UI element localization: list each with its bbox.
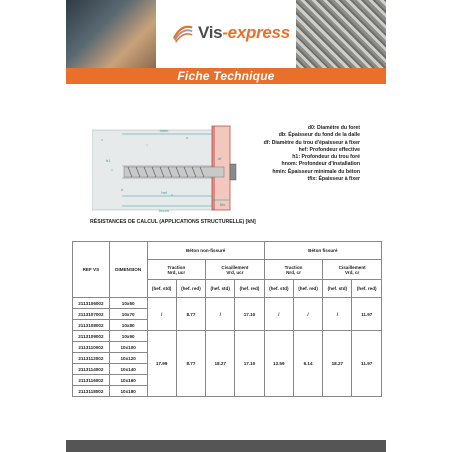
dimension-cell: 10x60 [109, 298, 147, 309]
value-cell: 18.27 [323, 331, 352, 397]
legend-item: df: Diamètre du trou d'épaisseur à fixer [263, 139, 360, 146]
label-hef: hef [161, 190, 167, 195]
label-df: df [218, 156, 222, 161]
page-title: Fiche Technique [66, 68, 386, 84]
value-cell: 12.59 [264, 331, 293, 397]
value-cell: / [206, 298, 235, 331]
legend-item: hmin: Épaisseur minimale du béton [272, 168, 360, 175]
header-hef-red: (hef. red) [176, 280, 205, 298]
anchor-installation-diagram [92, 120, 240, 216]
value-cell: 17.10 [235, 331, 264, 397]
header-beton-non-fissure: Béton non-fissuré [147, 242, 264, 260]
value-cell: / [293, 298, 322, 331]
value-cell: 8.77 [176, 298, 205, 331]
header-hef-std: (hef. std) [323, 280, 352, 298]
value-cell: 11.97 [352, 331, 382, 397]
ref-cell: 2113116002 [73, 375, 110, 386]
brand-name: Vis-express [198, 23, 290, 42]
dimension-cell: 10x90 [109, 331, 147, 342]
brand-logo [172, 22, 290, 44]
header-dimension: DIMENSION [109, 242, 147, 298]
header-hef-red: (hef. red) [293, 280, 322, 298]
logo-swoosh-icon [172, 22, 194, 44]
table-row [73, 331, 382, 342]
footer-bar [66, 440, 386, 452]
legend [240, 125, 360, 183]
header-hef-std: (hef. std) [147, 280, 176, 298]
ref-cell: 2113109002 [73, 331, 110, 342]
legend-item: d0: Diamètre du foret [307, 125, 360, 131]
header-traction-cr: Traction Nrd, cr [264, 260, 323, 280]
legend-item: hef: Profondeur effective [298, 146, 360, 153]
ref-cell: 2113114002 [73, 364, 110, 375]
header-traction-ucr: Traction Nrd, ucr [147, 260, 206, 280]
header-cisaillement-cr: Cisaillement Vrd, cr [323, 260, 382, 280]
table-row [73, 298, 382, 309]
label-hnom: hnom [158, 208, 170, 213]
dimension-cell: 10x100 [109, 342, 147, 353]
dimension-cell: 10x80 [109, 320, 147, 331]
resistance-table [72, 241, 382, 397]
legend-item: hnom: Profondeur d'installation [281, 161, 360, 168]
value-cell: / [323, 298, 352, 331]
header-hef-std: (hef. std) [206, 280, 235, 298]
dimension-cell: 10x70 [109, 309, 147, 320]
dimension-cell: 10x140 [109, 364, 147, 375]
label-tfix: tfix [220, 202, 226, 207]
ref-cell: 2113118002 [73, 386, 110, 397]
value-cell: 17.99 [147, 331, 176, 397]
dimension-cell: 10x120 [109, 353, 147, 364]
header-hef-red: (hef. red) [352, 280, 382, 298]
legend-item: h1: Profondeur du trou foré [292, 154, 360, 161]
ref-cell: 2113108002 [73, 320, 110, 331]
header-photo-screws [296, 0, 386, 68]
value-cell: 11.97 [352, 298, 382, 331]
legend-item: tfix: Épaisseur à fixer [307, 176, 360, 183]
dimension-cell: 10x160 [109, 375, 147, 386]
value-cell: / [147, 298, 176, 331]
header-hef-red: (hef. red) [235, 280, 264, 298]
value-cell: 8.77 [176, 331, 205, 397]
value-cell: 18.27 [206, 331, 235, 397]
value-cell: 6.14 [293, 331, 322, 397]
label-hmin: hmin [159, 128, 169, 133]
header-photo-hands-tools [66, 0, 156, 68]
calc-section-title: RÉSISTANCES DE CALCUL (APPLICATIONS STRUCTURELLE) [kN] [90, 219, 256, 225]
ref-cell: 2113106002 [73, 298, 110, 309]
header-ref: REF VS [73, 242, 110, 298]
ref-cell: 2113110002 [73, 342, 110, 353]
header-cisaillement-ucr: Cisaillement Vrd, ucr [206, 260, 265, 280]
header-hef-std: (hef. std) [264, 280, 293, 298]
label-h1: h1 [106, 158, 111, 163]
header-beton-fissure: Béton fissuré [264, 242, 381, 260]
ref-cell: 2113112002 [73, 353, 110, 364]
legend-item: db: Épaisseur du fond de la dalle [278, 132, 360, 139]
value-cell: 17.10 [235, 298, 264, 331]
ref-cell: 2113107002 [73, 309, 110, 320]
dimension-cell: 10x180 [109, 386, 147, 397]
value-cell: / [264, 298, 293, 331]
